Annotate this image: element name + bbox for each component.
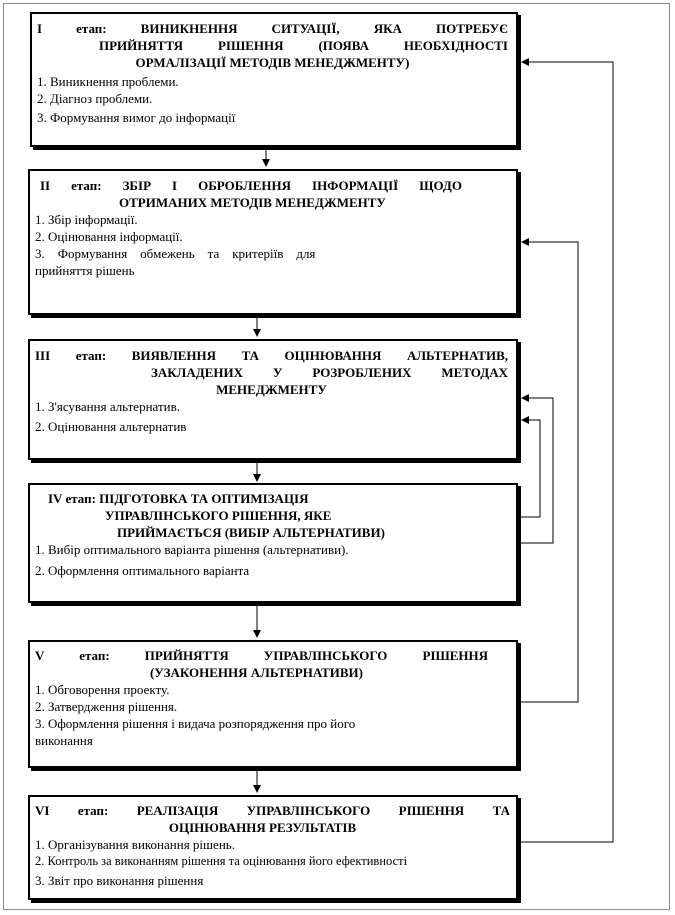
stage-1-item: 2. Діагноз проблеми. <box>37 91 153 106</box>
stage-5-title-line1: V етап: ПРИЙНЯТТЯ УПРАВЛІНСЬКОГО РІШЕННЯ <box>35 648 488 663</box>
stage-4-title-line3: ПРИЙМАЄТЬСЯ (ВИБІР АЛЬТЕРНАТИВИ) <box>117 525 385 540</box>
stage-2-item: прийняття рішень <box>35 263 135 278</box>
stage-3-item: 2. Оцінювання альтернатив <box>35 419 187 434</box>
stage-4-item: 2. Оформлення оптимального варіанта <box>35 563 250 578</box>
stage-3-item: 1. З'ясування альтернатив. <box>35 399 180 414</box>
stage-5-box <box>28 640 518 768</box>
stage-4-item: 1. Вибір оптимального варіанта рішення (альтернативи). <box>35 542 349 557</box>
stage-6-title-line2: ОЦІНЮВАННЯ РЕЗУЛЬТАТІВ <box>168 820 357 835</box>
stage-1-title <box>37 20 508 71</box>
stage-6-item: 2. Контроль за виконанням рішення та оцінювання його ефективності <box>35 854 408 868</box>
stage-1-title-line2: ПРИЙНЯТТЯ РІШЕННЯ (ПОЯВА НЕОБХІДНОСТІ <box>99 38 508 53</box>
stage-6-title <box>35 802 510 836</box>
stage-1-box <box>30 12 518 147</box>
stage-2-box <box>28 169 518 315</box>
stage-3-title-line1: ІІІ етап: ВИЯВЛЕННЯ ТА ОЦІНЮВАННЯ АЛЬТЕРНАТИВ, <box>35 348 508 363</box>
stage-2-item: 1. Збір інформації. <box>35 212 138 227</box>
stage-3-title-line2: ЗАКЛАДЕНИХ У РОЗРОБЛЕНИХ МЕТОДАХ <box>151 365 508 380</box>
stage-1-title-line3: ОРМАЛІЗАЦІЇ МЕТОДІВ МЕНЕДЖМЕНТУ) <box>135 55 410 70</box>
stage-1-item: 1. Виникнення проблеми. <box>37 74 179 89</box>
stage-4-title-line1: IV етап: ПІДГОТОВКА ТА ОПТИМІЗАЦІЯ <box>48 491 309 506</box>
stage-5-item: 1. Обговорення проекту. <box>35 682 170 697</box>
stage-1-item: 3. Формування вимог до інформації <box>37 110 236 125</box>
stage-2-title <box>35 177 510 211</box>
stage-4-title-line2: УПРАВЛІНСЬКОГО РІШЕННЯ, ЯКЕ <box>105 508 332 523</box>
stage-5-item: 3. Оформлення рішення і видача розпорядження про його <box>35 716 356 731</box>
stage-6-box <box>28 795 518 900</box>
stage-3-title <box>35 347 508 398</box>
stage-5-item: 2. Затвердження рішення. <box>35 699 178 714</box>
stage-6-item: 1. Організування виконання рішень. <box>35 837 235 852</box>
stage-5-title-line2: (УЗАКОНЕННЯ АЛЬТЕРНАТИВИ) <box>149 665 364 680</box>
stage-4-title <box>35 490 508 541</box>
stage-5-title <box>35 647 508 681</box>
stage-5-item: виконання <box>35 733 93 748</box>
stage-4-box <box>28 483 518 603</box>
stage-6-item: 3. Звіт про виконання рішення <box>35 873 204 888</box>
stage-6-title-line1: VI етап: РЕАЛІЗАЦІЯ УПРАВЛІНСЬКОГО РІШЕННЯ ТА <box>35 803 510 818</box>
stage-2-item: 2. Оцінювання інформації. <box>35 229 183 244</box>
stage-2-item: 3. Формування обмежень та критеріїв для <box>35 246 316 261</box>
stage-2-title-line1: II етап: ЗБІР І ОБРОБЛЕННЯ ІНФОРМАЦІЇ ЩОДО <box>40 178 462 193</box>
stage-2-title-line2: ОТРИМАНИХ МЕТОДІВ МЕНЕДЖМЕНТУ <box>119 195 386 210</box>
stage-3-box <box>28 339 518 460</box>
stage-1-title-line1: I етап: ВИНИКНЕННЯ СИТУАЦІЇ, ЯКА ПОТРЕБУЄ <box>37 21 508 36</box>
stage-3-title-line3: МЕНЕДЖМЕНТУ <box>216 382 327 397</box>
